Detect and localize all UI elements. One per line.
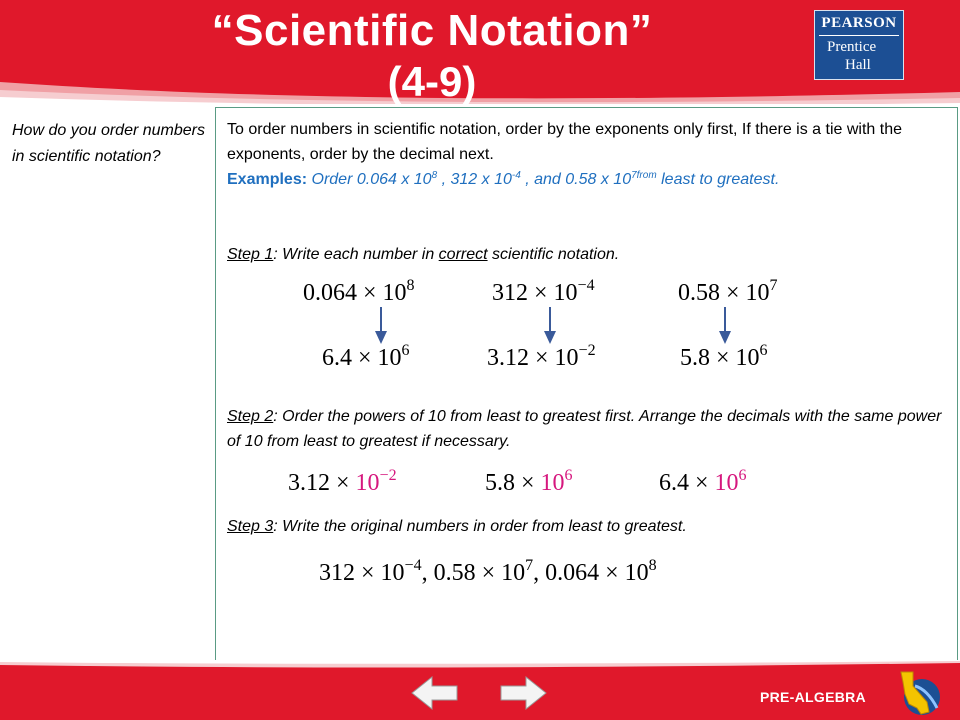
examples-label: Examples: <box>227 171 308 188</box>
step-3-label: Step 3 <box>227 518 274 535</box>
step-3-body: : Write the original numbers in order from least to greatest. <box>273 518 687 535</box>
step-1-underlined: correct <box>438 246 488 263</box>
examples-part-b: , 312 x 10 <box>441 171 512 188</box>
examples-small-from: from <box>636 170 657 181</box>
panel-top-border <box>215 107 958 108</box>
logo-rule <box>819 35 899 36</box>
step-1-label: Step 1 <box>227 246 274 263</box>
title-line-1: “Scientific Notation” <box>211 6 653 55</box>
math-ordered-2: $5.8 \times 10^6$ <box>485 467 573 496</box>
right-arrow-icon <box>501 677 546 709</box>
step-2-body: : Order the powers of 10 from least to greatest first. Arrange the decimals with the same power of 10 from least to greatest if necessary. <box>227 408 942 450</box>
logo-line-2: Hall <box>845 57 871 73</box>
previous-slide-button[interactable] <box>410 675 460 711</box>
math-original-2: $312 \times 10^{-4}$ <box>492 277 595 306</box>
panel-right-border <box>957 108 958 668</box>
step-2-label: Step 2 <box>227 408 274 425</box>
intro-text: To order numbers in scientific notation, order by the exponents only first, If there is a tie with the exponents, order by the decimal next. <box>227 121 903 163</box>
step-2-text <box>227 404 947 454</box>
examples-exp-c: 7 <box>631 170 637 181</box>
logo-brand: PEARSON <box>821 15 897 31</box>
examples-exp-a: 8 <box>431 170 438 181</box>
header-banner <box>0 0 960 104</box>
down-arrow-icon <box>542 307 558 345</box>
math-final-order: $312 \times 10^{-4}$, $0.58 \times 10^7$, $0.064 \times 10^8$ <box>319 557 657 586</box>
course-label: PRE-ALGEBRA <box>760 689 866 705</box>
examples-part-c: , and 0.58 x 10 <box>525 171 632 188</box>
math-converted-2: $3.12 \times 10^{-2}$ <box>487 342 596 371</box>
down-arrow-icon <box>717 307 733 345</box>
step-1-text <box>227 242 947 267</box>
examples-part-d: least to greatest. <box>661 171 780 188</box>
math-original-3: $0.58 \times 10^7$ <box>678 277 778 306</box>
pearson-logo <box>814 10 904 80</box>
panel-divider <box>215 108 216 668</box>
math-converted-3: $5.8 \times 10^6$ <box>680 342 768 371</box>
examples-text <box>227 167 947 192</box>
left-arrow-icon <box>412 677 457 709</box>
step-3-text <box>227 514 947 539</box>
math-ordered-3: $6.4 \times 10^6$ <box>659 467 747 496</box>
examples-part-a: Order 0.064 x 10 <box>311 171 432 188</box>
logo-line-1: Prentice <box>827 39 877 55</box>
math-converted-1: $6.4 \times 10^6$ <box>322 342 410 371</box>
down-arrow-icon <box>373 307 389 345</box>
math-ordered-1: $3.12 \times 10^{-2}$ <box>288 467 397 496</box>
title-line-2: (4-9) <box>387 58 477 104</box>
california-icon <box>893 668 943 718</box>
math-original-1: $0.064 \times 10^8$ <box>303 277 415 306</box>
step-1-part-a: : Write each number in <box>273 246 439 263</box>
examples-exp-b: -4 <box>511 170 521 181</box>
next-slide-button[interactable] <box>498 675 548 711</box>
step-1-part-b: scientific notation. <box>487 246 620 263</box>
main-content <box>227 117 947 192</box>
question-text: How do you order numbers in scientific notation? <box>12 122 205 165</box>
